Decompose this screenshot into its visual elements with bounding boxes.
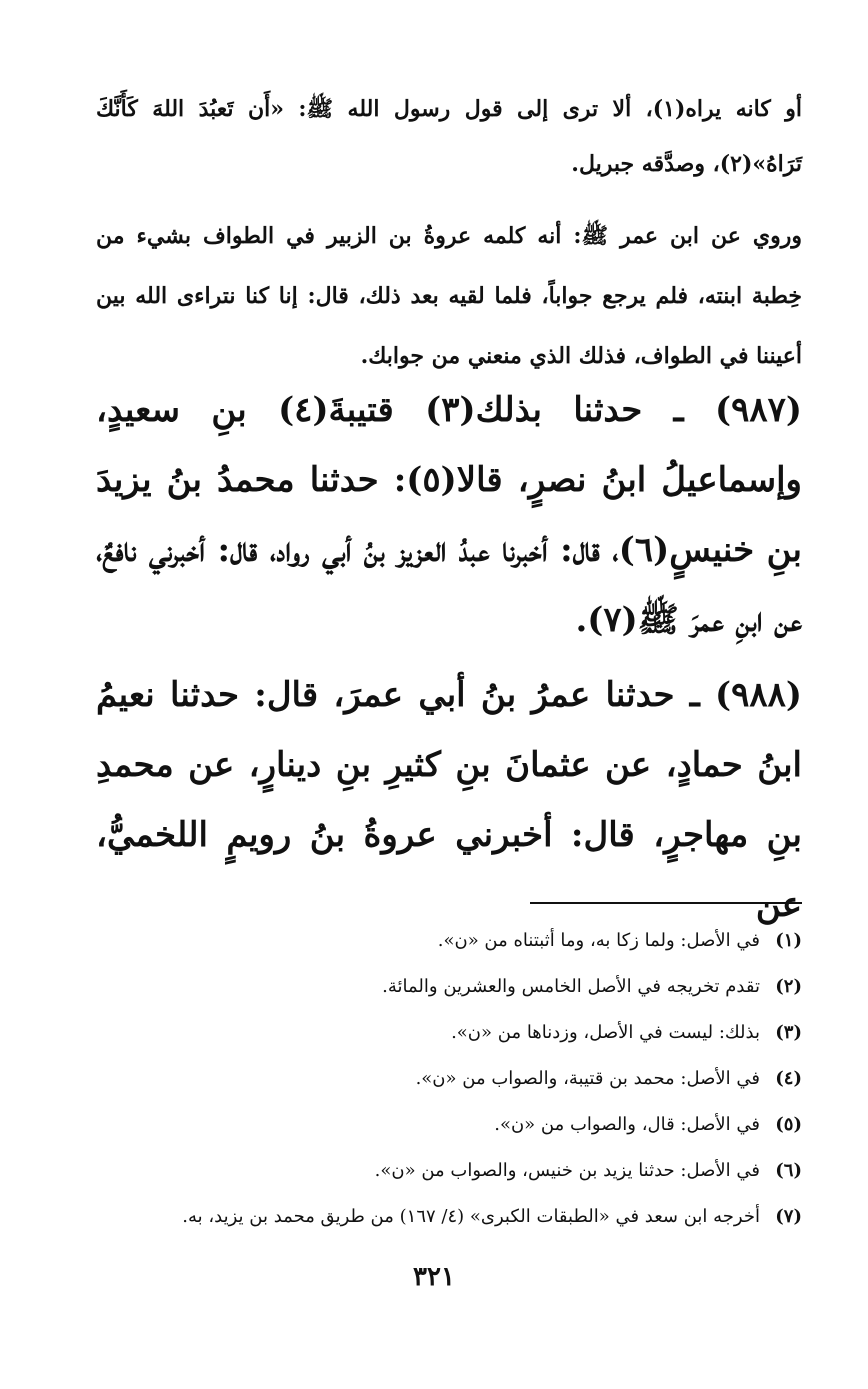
footnote-item [96,1010,802,1056]
footnote-text: أخرجه ابن سعد في «الطبقات الكبرى» (٤/ ١٦٧) من طريق محمد بن يزيد، به. [182,1206,760,1227]
footnote-marker: (٥) [775,1114,802,1135]
footnote-marker: (٤) [775,1068,802,1089]
narration-paragraph: وروي عن ابن عمر ﷺ: أنه كلمه عروةُ بن الزبير في الطواف بشيء من خِطبة ابنته، فلم يرجع جواباً، فلما لقيه بعد ذلك، قال: إنا كنا نتراءى الله بين أعيننا في الطواف، فذلك الذي منعني من جوابك. [96,223,802,369]
hadith-text: ـ حدثنا بذلك(٣) قتيبةَ(٤) بنِ سعيدٍ، وإسماعيلُ ابنُ نصرٍ، قالا(٥): حدثنا محمدُ بنُ يزيدَ بنِ خنيسٍ(٦)، قال: أخبرنا عبدُ العزيز بنُ أبي رواد، قال: أخبرني نافعٌ، عن ابنِ عمرَ ﷺ(٧). [96,390,802,640]
footnote-item [96,918,802,964]
hadith-988 [96,660,802,940]
footnote-text: تقدم تخريجه في الأصل الخامس والعشرين والمائة. [382,976,760,997]
footnote-text: في الأصل: محمد بن قتيبة، والصواب من «ن». [415,1068,760,1089]
footnote-marker: (٢) [775,976,802,997]
hadith-987 [96,375,802,655]
footnote-marker: (٣) [775,1022,802,1043]
hadith-text: ـ حدثنا عمرُ بنُ أبي عمرَ، قال: حدثنا نعيمُ ابنُ حمادٍ، عن عثمانَ بنِ كثيرِ بنِ دينارٍ، عن محمدِ بنِ مهاجرٍ، قال: أخبرني عروةُ بنُ رويمٍ اللخميُّ، عن [96,675,802,925]
footnote-text: في الأصل: قال، والصواب من «ن». [494,1114,760,1135]
footnote-item [96,1194,802,1240]
footnote-item [96,1056,802,1102]
footnote-text: في الأصل: ولما زكا به، وما أثبتناه من «ن». [437,930,760,951]
intro-paragraph: أو كانه يراه(١)، ألا ترى إلى قول رسول الله ﷺ: «أَن تَعبُدَ اللهَ كَأَنَّكَ تَرَاهُ»(٢)، وصدَّقه جبريل. [96,96,802,177]
footnote-text: في الأصل: حدثنا يزيد بن خنيس، والصواب من «ن». [374,1160,760,1181]
footnote-item [96,1148,802,1194]
footnote-marker: (٧) [775,1206,802,1227]
page-number: ٣٢١ [413,1262,455,1292]
hadith-number: (٩٨٧) [715,390,802,430]
footnote-divider [530,902,802,904]
footnote-item [96,1102,802,1148]
hadith-number: (٩٨٨) [715,675,803,715]
footnote-item [96,964,802,1010]
footnote-text: بذلك: ليست في الأصل، وزدناها من «ن». [451,1022,760,1043]
footnotes-list [96,918,802,1240]
footnote-marker: (١) [775,930,802,951]
footnote-marker: (٦) [775,1160,802,1181]
